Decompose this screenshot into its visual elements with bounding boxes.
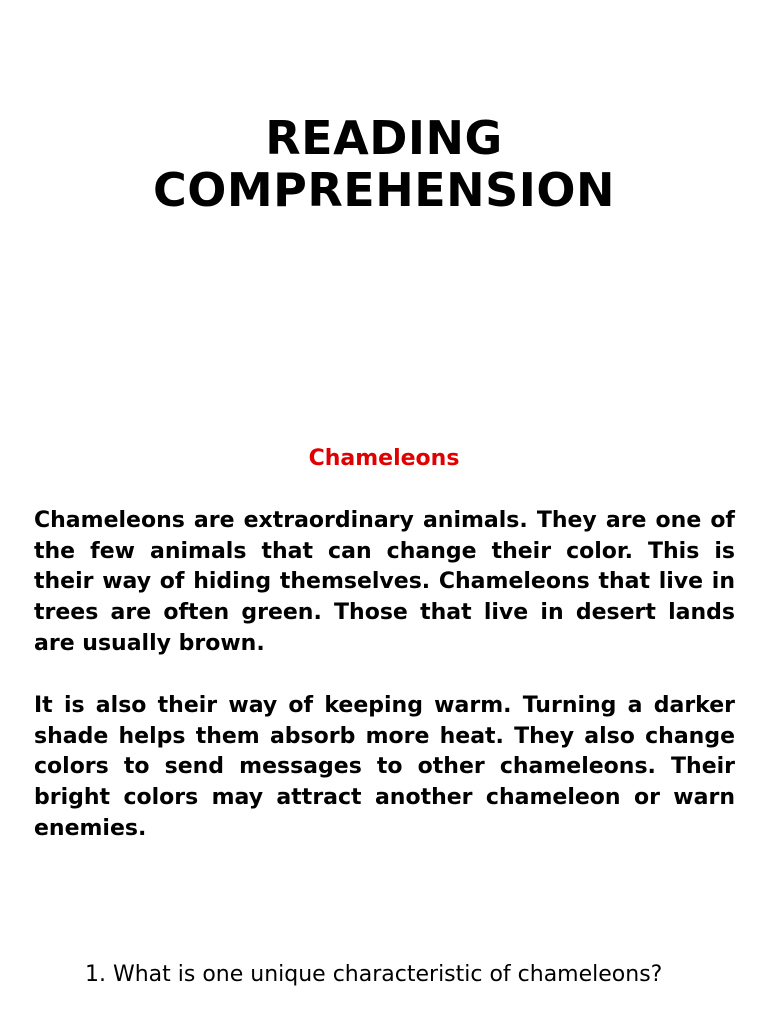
- page-title: [0, 112, 768, 216]
- page-title-line-1: READING: [265, 111, 503, 165]
- section-title: Chameleons: [308, 446, 460, 471]
- paragraph-1: Chameleons are extraordinary animals. They are one of the few animals that can change their color. This is their way of hiding themselves. Chameleons that live in trees are often green. Those that live in desert lands are usually brown.: [34, 508, 735, 656]
- page-title-line-2: COMPREHENSION: [153, 163, 615, 217]
- paragraph-2: It is also their way of keeping warm. Turning a darker shade helps them absorb more heat. They also change colors to send messages to other chameleons. Their bright colors may attract another chameleon or warn enemies.: [34, 693, 735, 841]
- question-1: 1. What is one unique characteristic of chameleons?: [85, 962, 663, 987]
